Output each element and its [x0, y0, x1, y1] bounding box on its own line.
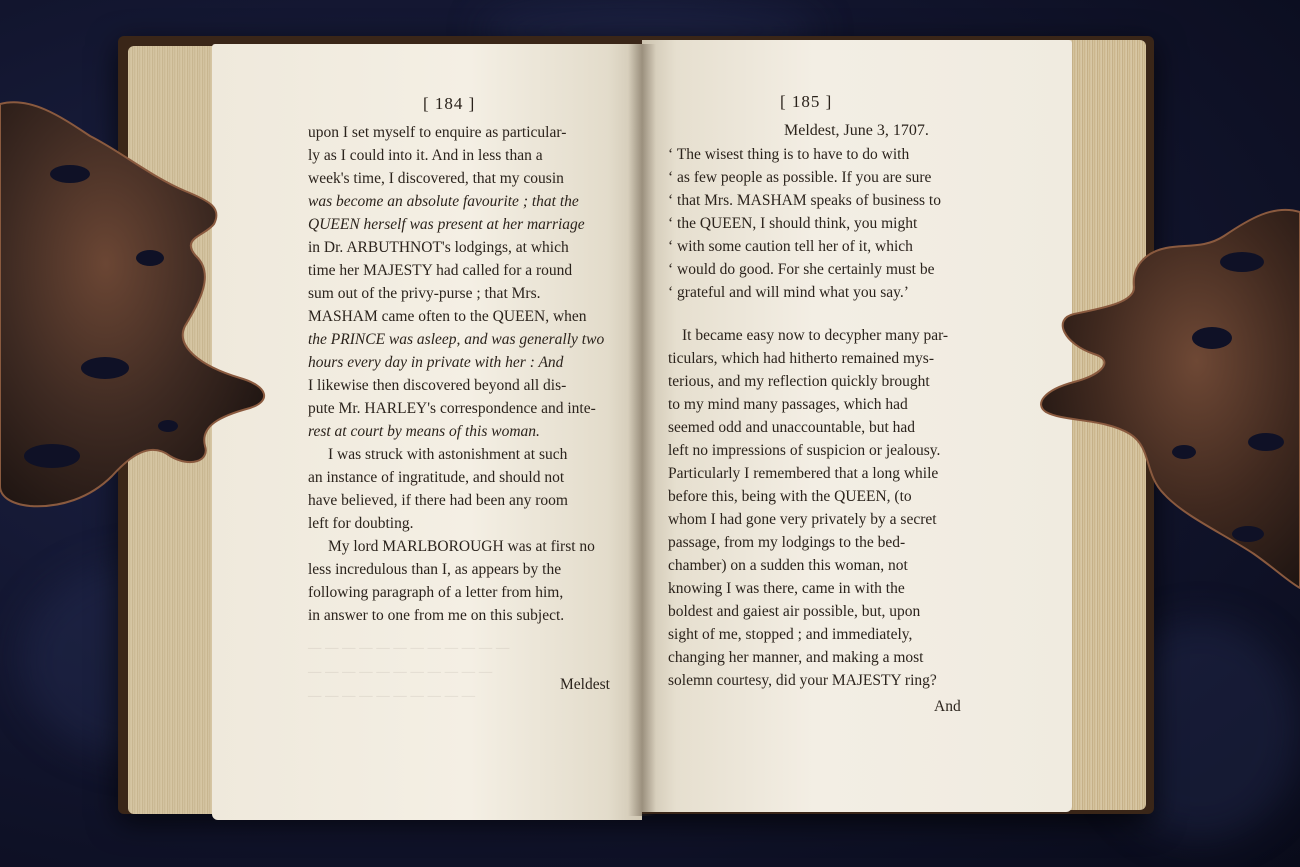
show-through-text: — — — — — — — — — — — —	[308, 640, 510, 656]
text-line: seemed odd and unaccountable, but had	[668, 419, 916, 436]
text-line: sum out of the privy-purse ; that Mrs.	[308, 285, 541, 302]
left-page-number: [ 184 ]	[423, 94, 476, 113]
text-line: week's time, I discovered, that my cousin	[308, 170, 564, 187]
book-gutter	[628, 44, 656, 816]
text-line: ‘ with some caution tell her of it, which	[668, 238, 913, 255]
text-line: pute Mr. HARLEY's correspondence and inte-	[308, 400, 596, 417]
text-line: Particularly I remembered that a long while	[668, 465, 939, 482]
right-page	[642, 40, 1072, 812]
text-line: changing her manner, and making a most	[668, 649, 924, 666]
text-line: have believed, if there had been any room	[308, 492, 568, 509]
text-line: My lord MARLBOROUGH was at first no	[328, 538, 595, 555]
text-line: rest at court by means of this woman.	[308, 423, 540, 440]
text-line: I was struck with astonishment at such	[328, 446, 568, 463]
catchword: And	[934, 698, 961, 715]
text-line: ‘ as few people as possible. If you are sure	[668, 169, 932, 186]
text-line: time her MAJESTY had called for a round	[308, 262, 573, 279]
text-line: chamber) on a sudden this woman, not	[668, 557, 908, 574]
text-line: in Dr. ARBUTHNOT's lodgings, at which	[308, 239, 569, 256]
text-line: knowing I was there, came in with the	[668, 580, 905, 597]
text-line: hours every day in private with her : And	[308, 354, 564, 371]
text-line: upon I set myself to enquire as particular-	[308, 124, 567, 141]
text-line: less incredulous than I, as appears by the	[308, 561, 562, 578]
left-page-weight	[0, 96, 270, 516]
text-line: whom I had gone very privately by a secret	[668, 511, 937, 528]
catchword: Meldest	[560, 676, 610, 693]
text-line: MASHAM came often to the QUEEN, when	[308, 308, 587, 325]
right-page-number: [ 185 ]	[780, 92, 833, 111]
text-line: ticulars, which had hitherto remained mys-	[668, 350, 935, 367]
left-page	[212, 44, 642, 820]
show-through-text: — — — — — — — — — —	[308, 688, 476, 704]
text-line: I likewise then discovered beyond all dis-	[308, 377, 567, 394]
text-line: left for doubting.	[308, 515, 414, 532]
text-line: boldest and gaiest air possible, but, upon	[668, 603, 921, 620]
text-line: passage, from my lodgings to the bed-	[668, 534, 906, 551]
letter-heading: Meldest, June 3, 1707.	[784, 122, 929, 139]
text-line: ‘ The wisest thing is to have to do with	[668, 146, 910, 163]
text-line: ‘ the QUEEN, I should think, you might	[668, 215, 918, 232]
text-line: terious, and my reflection quickly brought	[668, 373, 930, 390]
right-page-weight	[1034, 204, 1300, 590]
text-line: was become an absolute favourite ; that the	[308, 193, 579, 210]
text-line: solemn courtesy, did your MAJESTY ring?	[668, 672, 937, 689]
text-line: before this, being with the QUEEN, (to	[668, 488, 912, 505]
text-line: an instance of ingratitude, and should not	[308, 469, 565, 486]
text-line: left no impressions of suspicion or jealousy.	[668, 442, 941, 459]
text-line: QUEEN herself was present at her marriage	[308, 216, 585, 233]
text-line: to my mind many passages, which had	[668, 396, 908, 413]
text-line: It became easy now to decypher many par-	[682, 327, 949, 344]
text-line: in answer to one from me on this subject.	[308, 607, 565, 624]
show-through-text: — — — — — — — — — — —	[308, 664, 493, 680]
text-line: ly as I could into it. And in less than a	[308, 147, 543, 164]
text-line: ‘ grateful and will mind what you say.’	[668, 284, 909, 301]
text-line: ‘ would do good. For she certainly must be	[668, 261, 935, 278]
text-line: following paragraph of a letter from him,	[308, 584, 564, 601]
text-line: sight of me, stopped ; and immediately,	[668, 626, 913, 643]
text-line: the PRINCE was asleep, and was generally two	[308, 331, 605, 348]
text-line: ‘ that Mrs. MASHAM speaks of business to	[668, 192, 941, 209]
